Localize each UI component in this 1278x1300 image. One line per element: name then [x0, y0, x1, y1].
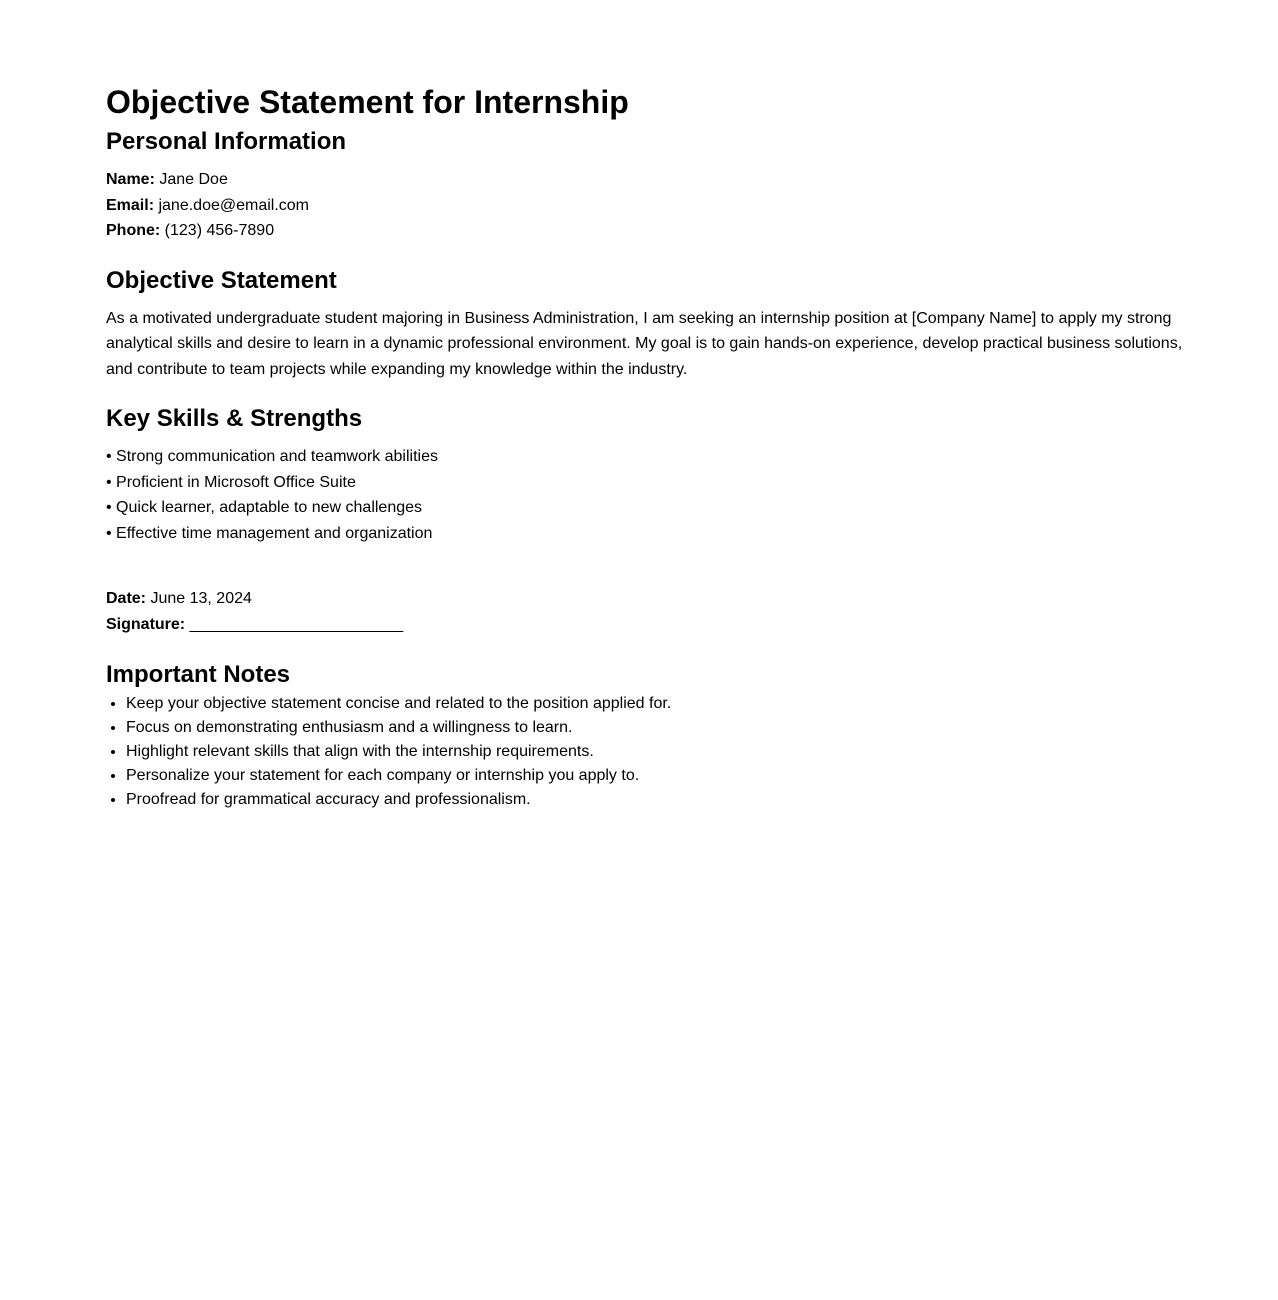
notes-list	[106, 692, 1186, 812]
date-label: Date:	[106, 590, 147, 607]
phone-row	[106, 218, 1186, 244]
date-row	[106, 586, 1186, 612]
skills-heading: Key Skills & Strengths	[106, 405, 363, 432]
skill-item: • Strong communication and teamwork abilities	[106, 448, 438, 465]
signature-label: Signature:	[106, 616, 186, 633]
name-row	[106, 167, 1186, 193]
email-value: jane.doe@email.com	[158, 196, 310, 214]
signature-line: ________________________	[189, 616, 404, 633]
email-label: Email:	[106, 196, 155, 214]
objective-text: As a motivated undergraduate student majoring in Business Administration, I am seeking an internship position at [Company Name] to apply my strong analytical skills and desire to learn in a dynamic professional environment. My goal is to gain hands-on experience, develop practical business solutions, and contribute to team projects while expanding my knowledge within the industry.	[106, 309, 1183, 378]
skill-item: • Proficient in Microsoft Office Suite	[106, 473, 356, 491]
note-item: • Focus on demonstrating enthusiasm and a willingness to learn.	[126, 716, 1186, 740]
date-value: June 13, 2024	[150, 590, 252, 607]
phone-value: (123) 456-7890	[164, 222, 275, 239]
objective-heading: Objective Statement	[106, 266, 337, 294]
note-item: • Keep your objective statement concise and related to the position applied for.	[126, 692, 1186, 716]
signoff-block	[106, 586, 1186, 638]
personal-info-heading: Personal Information	[106, 128, 347, 155]
email-row	[106, 193, 1186, 219]
skills-list	[106, 444, 1186, 546]
page-title: Objective Statement for Internship	[106, 84, 629, 120]
phone-label: Phone:	[106, 222, 161, 239]
personal-info-block	[106, 167, 1186, 244]
notes-heading: Important Notes	[106, 661, 291, 688]
skill-item: • Quick learner, adaptable to new challenges	[106, 499, 423, 516]
signature-row	[106, 612, 1186, 638]
document-page	[106, 84, 1186, 812]
note-item: • Personalize your statement for each company or internship you apply to.	[126, 764, 1186, 788]
name-label: Name:	[106, 171, 155, 188]
note-item: • Proofread for grammatical accuracy and professionalism.	[126, 788, 1186, 812]
skill-item: • Effective time management and organization	[106, 524, 433, 542]
note-item: • Highlight relevant skills that align with the internship requirements.	[126, 740, 1186, 764]
name-value: Jane Doe	[159, 171, 228, 188]
